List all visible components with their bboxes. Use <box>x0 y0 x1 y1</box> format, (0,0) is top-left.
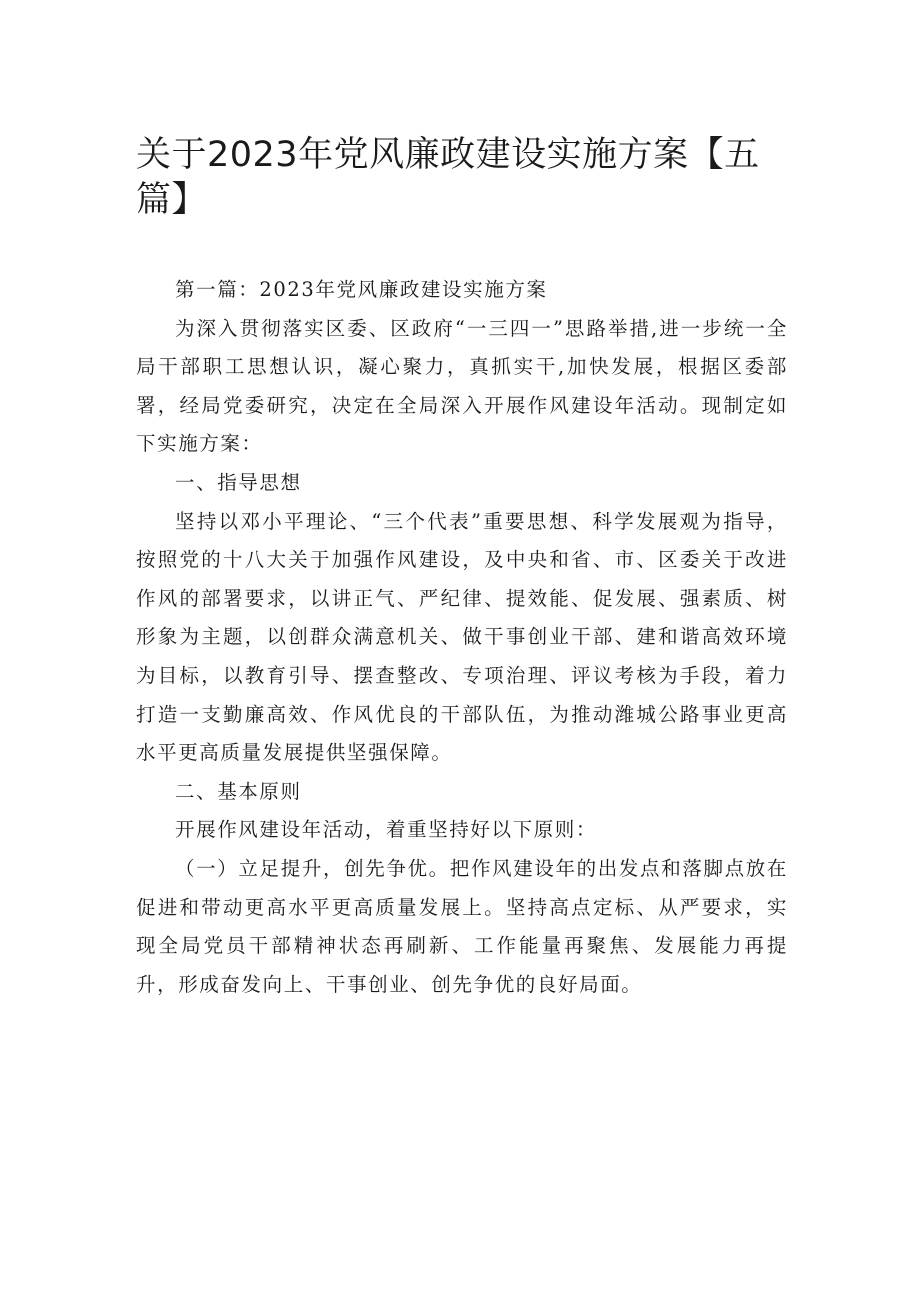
document-page <box>136 133 788 1004</box>
intro-paragraph: 为深入贯彻落实区委、区政府“一三四一”思路举措,进一步统一全局干部职工思想认识，凝心聚力，真抓实干,加快发展，根据区委部署，经局党委研究，决定在全局深入开展作风建设年活动。现制定如下实施方案： <box>136 316 788 456</box>
principle-one-paragraph: （一）立足提升，创先争优。把作风建设年的出发点和落脚点放在促进和带动更高水平更高质量发展上。坚持高点定标、从严要求，实现全局党员干部精神状态再刷新、工作能量再聚焦、发展能力再提升，形成奋发向上、干事创业、创先争优的良好局面。 <box>136 856 788 996</box>
principles-intro-paragraph: 开展作风建设年活动，着重坚持好以下原则： <box>175 818 598 842</box>
section-heading-part-one: 第一篇：2023年党风廉政建设实施方案 <box>175 278 548 301</box>
guiding-ideology-paragraph: 坚持以邓小平理论、“三个代表”重要思想、科学发展观为指导，按照党的十八大关于加强作风建设，及中央和省、市、区委关于改进作风的部署要求，以讲正气、严纪律、提效能、促发展、强素质、树形象为主题，以创群众满意机关、做干事创业干部、建和谐高效环境为目标，以教育引导、摆查整改、专项治理、评议考核为手段，着力打造一支勤廉高效、作风优良的干部队伍，为推动潍城公路事业更高水平更高质量发展提供坚强保障。 <box>136 509 788 765</box>
document-body <box>136 271 788 1004</box>
document-title: 关于2023年党风廉政建设实施方案【五篇】 <box>136 135 760 220</box>
heading-basic-principles: 二、基本原则 <box>175 779 302 803</box>
heading-guiding-ideology: 一、指导思想 <box>175 470 302 494</box>
